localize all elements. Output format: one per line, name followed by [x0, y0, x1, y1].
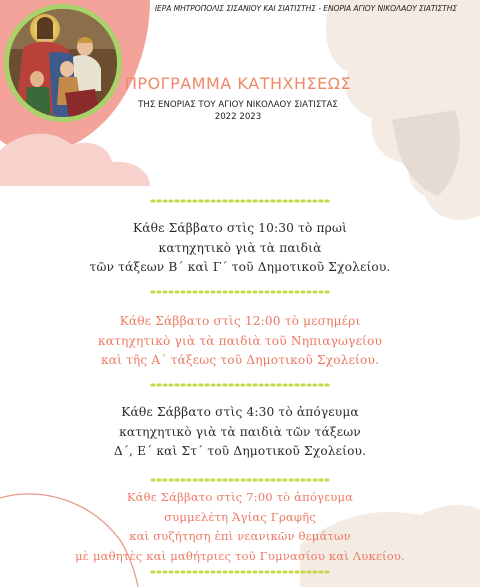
- divider-dots-5: [150, 570, 330, 574]
- schedule-block-2: [0, 312, 480, 371]
- schedule-line: τῶν τάξεων Β΄ καὶ Γ΄ τοῦ Δημοτικοῦ Σχολείου.: [89, 260, 391, 274]
- schedule-line: συμμελέτη Ἁγίας Γραφῆς: [164, 509, 316, 524]
- schedule-line: καὶ τῆς Α΄ τάξεως τοῦ Δημοτικοῦ Σχολείου.: [100, 353, 380, 367]
- schedule-block-4: [0, 488, 480, 566]
- divider-dots-4: [150, 478, 330, 482]
- schedule-line: Δ΄, Ε΄ καὶ Στ΄ τοῦ Δημοτικοῦ Σχολείου.: [113, 444, 367, 458]
- schedule-line: κατηχητικὸ γιὰ τὰ παιδιὰ τῶν τάξεων: [119, 424, 361, 439]
- right-beige-cloud: [326, 0, 480, 220]
- divider-dots-1: [150, 199, 330, 203]
- schedule-block-1: [0, 219, 480, 278]
- icon-medallion: [4, 4, 122, 122]
- schedule-line: Κάθε Σάββατο στὶς 12:00 τὸ μεσημέρι: [119, 314, 361, 328]
- divider-dots-2: [150, 290, 330, 294]
- schedule-line: μὲ μαθητὲς καὶ μαθήτριες τοῦ Γυμνασίου καὶ Λυκείου.: [75, 548, 405, 563]
- divider-dots-3: [150, 383, 330, 387]
- diocese-header: ΙΕΡΑ ΜΗΤΡΟΠΟΛΙΣ ΣΙΣΑΝΙΟΥ ΚΑΙ ΣΙΑΤΙΣΤΗΣ - ΕΝΟΡΙΑ ΑΓΙΟΥ ΝΙΚΟΛΑΟΥ ΣΙΑΤΙΣΤΗΣ: [154, 4, 458, 13]
- schedule-line: Κάθε Σάββατο στὶς 10:30 τὸ πρωὶ: [132, 221, 347, 235]
- christ-with-children-icon: [9, 9, 117, 117]
- parish-subtitle: ΤΗΣ ΕΝΟΡΙΑΣ ΤΟΥ ΑΓΙΟΥ ΝΙΚΟΛΑΟΥ ΣΙΑΤΙΣΤΑΣ: [138, 100, 338, 110]
- schedule-line: Κάθε Σάββατο στὶς 7:00 τὸ ἀπόγευμα: [126, 490, 354, 504]
- page-title: ΠΡΟΓΡΑΜΜΑ ΚΑΤΗΧΗΣΕΩΣ: [124, 74, 352, 93]
- schedule-block-3: [0, 403, 480, 462]
- school-year: 2022 2023: [214, 112, 262, 122]
- schedule-line: Κάθε Σάββατο στὶς 4:30 τὸ ἀπόγευμα: [121, 405, 359, 419]
- schedule-line: κατηχητικὸ γιὰ τὰ παιδιὰ: [158, 240, 322, 255]
- schedule-line: καὶ συζήτηση ἐπὶ νεανικῶν θεμάτων: [129, 529, 351, 543]
- icon-image: [9, 9, 117, 117]
- schedule-line: κατηχητικὸ γιὰ τὰ παιδιὰ τοῦ Νηπιαγωγείου: [97, 333, 383, 348]
